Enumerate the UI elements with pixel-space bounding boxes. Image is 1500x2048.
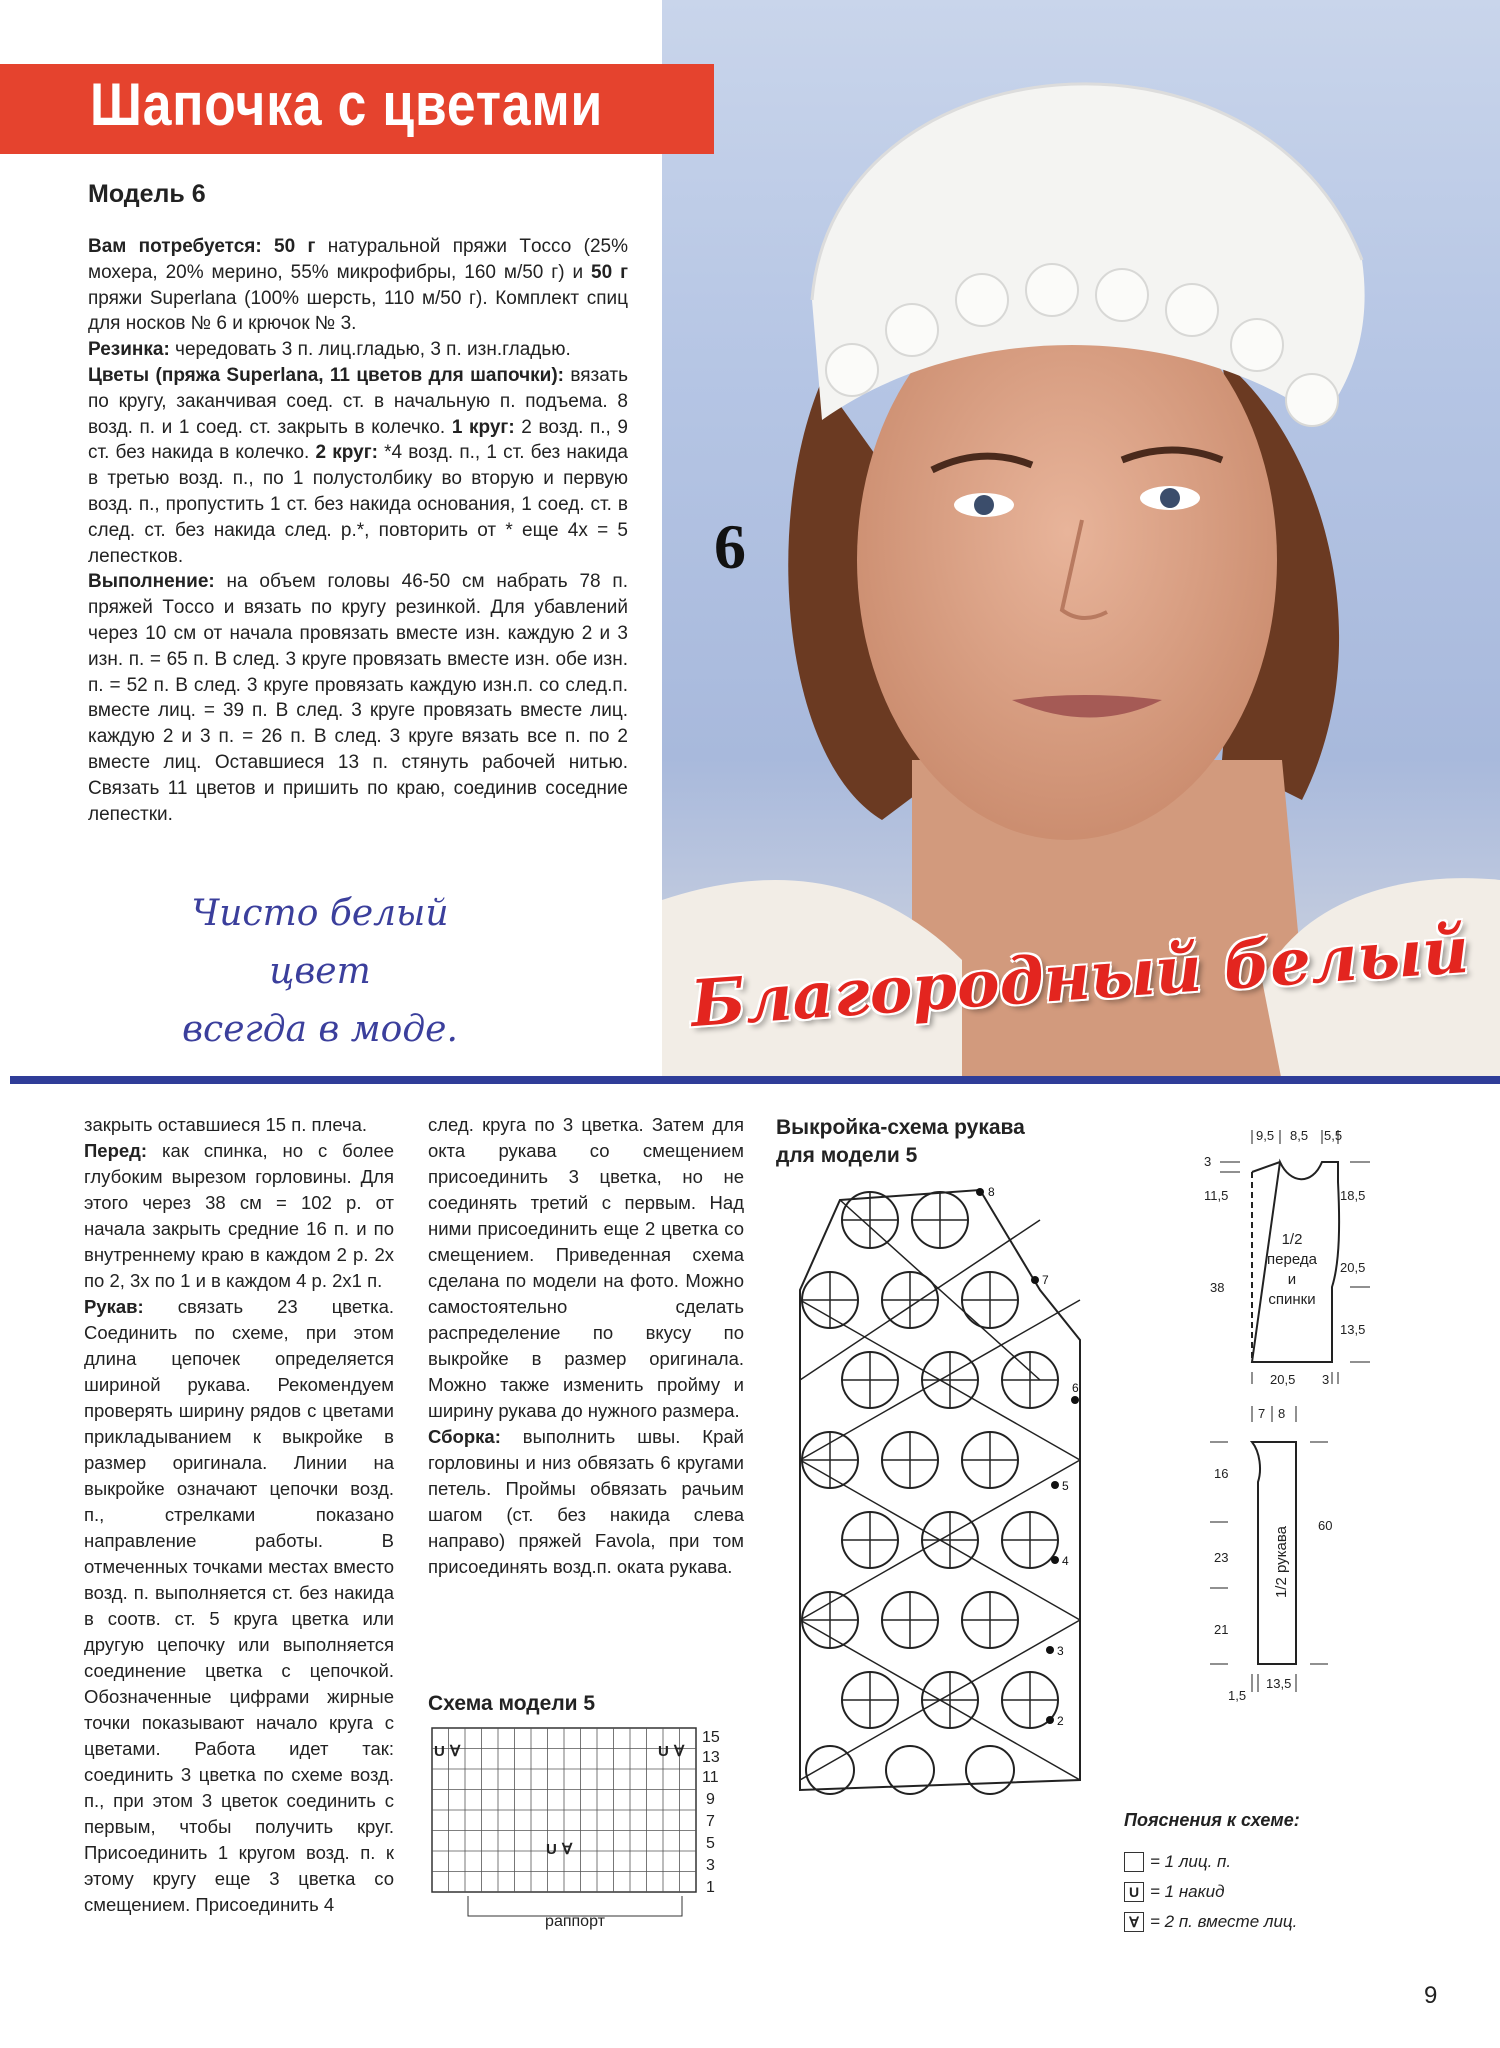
model-title: Модель 6 [88, 180, 206, 208]
chart-sym-u-2: U [658, 1743, 669, 1760]
row-5: 5 [706, 1835, 715, 1852]
flowers-label: Цветы (пряжа Superlana, 11 цветов для шапочки): [88, 364, 564, 386]
sleeve-bottom-dim-2: 13,5 [1266, 1676, 1292, 1691]
text-column-a [84, 1112, 394, 1918]
slogan-line-2: всегда в моде. [182, 1009, 458, 1050]
execution-text: на объем головы 46-50 см набрать 78 п. пряжей Tоссо и вязать по кругу резинкой. Для убавлений через 10 см от начала провязать вместе изн. каждую 2 и 3 изн. п. = 65 п. В след. 3 круге провязать вместе изн. обе изн. п. = 52 п. В след. 3 круге провязать каждую изн.п. со след.п. вместе лиц. = 39 п. В след. 3 круге провязать вместе лиц. каждую 2 и 3 п. = 26 п. В след. 3 круге вязать все п. по 2 вместе лиц. Оставшиеся 13 п. стянуть рабочей нитью. Связать 11 цветов и пришить по краю, соединив соседние лепестки. [88, 571, 628, 825]
chart-sym-v-3: ∀ [562, 1841, 573, 1858]
front-text: как спинка, но с более глубоким вырезом горловины. Для этого через 38 см = 102 р. от начала закрыть средние 16 п. и по внутреннему краю в каждом 2 р. 2х по 2, 3х по 1 и в каждом 4 р. 2х1 п. [84, 1140, 394, 1291]
materials-text: натуральной пряжи Tоссо (25% мохера, 20% мерино, 55% микрофибры, 160 м/50 г) и [88, 236, 628, 283]
body-label-3: и [1287, 1271, 1297, 1288]
section-divider [10, 1076, 1500, 1084]
row-11: 11 [702, 1769, 719, 1786]
marker-8: 8 [988, 1185, 995, 1199]
body-pattern-diagram [1190, 1122, 1390, 1392]
marker-2: 2 [1057, 1714, 1064, 1728]
slogan-line-1: Чисто белый цвет [191, 893, 449, 992]
colA-text-0: закрыть оставшиеся 15 п. плеча. [84, 1114, 368, 1135]
row-13: 13 [702, 1749, 720, 1766]
body-left-dim-2: 11,5 [1204, 1188, 1229, 1203]
execution-label: Выполнение: [88, 571, 215, 593]
body-left-dim-1: 3 [1204, 1154, 1212, 1169]
body-bottom-dim-2: 3 [1322, 1372, 1330, 1387]
body-right-dim-2: 20,5 [1340, 1260, 1366, 1275]
legend-text-yarnover: = 1 накид [1150, 1882, 1225, 1901]
sleeve-scheme-title-line-1: Выкройка-схема рукава [776, 1116, 1025, 1139]
front-label: Перед: [84, 1140, 148, 1161]
chart5-title: Схема модели 5 [428, 1692, 596, 1715]
colA-paragraph-0 [84, 1112, 394, 1138]
sleeve-crochet-diagram [780, 1180, 1100, 1820]
slogan [140, 885, 500, 1059]
body-label-1: 1/2 [1281, 1231, 1303, 1248]
legend-title: Пояснения к схеме: [1124, 1810, 1300, 1830]
sleeve-right-dim-1: 60 [1318, 1518, 1333, 1533]
body-label-4: спинки [1268, 1291, 1316, 1308]
flowers-text: вязать по кругу, заканчивая соед. ст. в начальную п. подъема. 8 возд. п. и 1 соед. ст. закрыть в колечко. [88, 364, 628, 438]
round-1-text: 2 возд. п., 9 ст. без накида в колечко. [88, 416, 628, 464]
marker-7: 7 [1042, 1273, 1049, 1287]
colB-paragraph-1 [428, 1424, 744, 1580]
ribbing-text: чередовать 3 п. лиц.гладью, 3 п. изн.гладью. [169, 339, 571, 361]
materials-label: Вам потребуется: 50 г [88, 236, 316, 257]
k2tog-icon: ∀ [1124, 1912, 1144, 1932]
knitting-chart-model-5 [430, 1726, 740, 1936]
title-banner [0, 64, 714, 154]
materials-text-2: пряжи Superlana (100% шерсть, 110 м/50 г). Комплект спиц для носков № 6 и крючок № 3. [88, 287, 628, 335]
row-9: 9 [706, 1791, 715, 1808]
row-7: 7 [706, 1813, 715, 1830]
body-top-dim-3: 5,5 [1324, 1128, 1343, 1143]
model-number: 6 [714, 511, 746, 582]
repeat-label: раппорт [545, 1913, 605, 1930]
assembly-label: Сборка: [428, 1426, 501, 1447]
row-3: 3 [706, 1857, 715, 1874]
marker-5: 5 [1062, 1479, 1069, 1493]
colA-paragraph-2 [84, 1294, 394, 1918]
legend-item-yarnover [1124, 1882, 1225, 1902]
chart-sym-v-1: ∀ [450, 1743, 461, 1760]
body-right-dim-1: 18,5 [1340, 1188, 1366, 1203]
body-left-dim-3: 38 [1210, 1280, 1225, 1295]
sleeve-left-dim-3: 21 [1214, 1622, 1229, 1637]
round-2-text: *4 возд. п., 1 ст. без накида в третью возд. п., по 1 полустолбику во вторую и первую возд. п., пропустить 1 ст. без накида основания, 1 соед. ст. в след. ст. без накида след. р.*, повторить от * еще 4х = 5 лепестков. [88, 442, 629, 567]
knit-stitch-icon [1124, 1852, 1144, 1872]
body-right-dim-3: 13,5 [1340, 1322, 1366, 1337]
sleeve-scheme-title [776, 1114, 1106, 1170]
legend-item-k2tog [1124, 1912, 1297, 1932]
sleeve-label: 1/2 рукава [1273, 1525, 1290, 1599]
execution-paragraph [88, 569, 628, 827]
sleeve-text: связать 23 цветка. Соединить по схеме, при этом длина цепочек определяется шириной рукава. Рекомендуем проверять ширину рядов с цветами прикладыванием к выкройке в размер оригинала. Линии на выкройке означают цепочки возд. п., стрелками показано направление работы. В отмеченных точками местах вместо возд. п. выполняется ст. без накида в соотв. ст. 5 круга цветка или другую цепочку или выполняется соединение цветка с цепочкой. Обозначенные цифрами жирные точки показывают начало круга с цветами. Работа идет так: соединить 3 цветка по схеме возд. п., при этом 3 цветок соединить с первым, чтобы получить круг. Присоединить 1 кругом возд. п. к этому кругу еще 3 цветка со смещением. Присоединить 4 [84, 1296, 394, 1915]
body-label-2: переда [1267, 1251, 1317, 1268]
text-column-b [428, 1112, 744, 1580]
sleeve-left-dim-1: 16 [1214, 1466, 1229, 1481]
chart-sym-v-2: ∀ [674, 1743, 685, 1760]
round-1-label: 1 круг: [451, 416, 515, 438]
page-title: Шапочка с цветами [90, 71, 604, 138]
body-bottom-dim-1: 20,5 [1270, 1372, 1296, 1387]
legend-item-knit [1124, 1852, 1231, 1872]
assembly-text: выполнить швы. Край горловины и низ обвязать 6 кругами петель. Проймы обвязать рачьим шагом (ст. без накида слева направо) пряжей Favola, при том присоединять возд.п. оката рукава. [428, 1426, 744, 1577]
row-15: 15 [702, 1729, 720, 1746]
marker-6: 6 [1072, 1381, 1079, 1395]
colB-paragraph-0 [428, 1112, 744, 1424]
sleeve-left-dim-2: 23 [1214, 1550, 1229, 1565]
sleeve-label: Рукав: [84, 1296, 144, 1317]
row-1: 1 [706, 1879, 715, 1896]
legend-text-knit: = 1 лиц. п. [1150, 1852, 1232, 1871]
photo-headline: Благородный белый [688, 912, 1472, 1043]
ribbing-paragraph [88, 337, 628, 363]
materials-paragraph [88, 234, 628, 337]
chart-sym-u-1: U [434, 1743, 445, 1760]
chart-sym-u-3: U [546, 1841, 557, 1858]
round-2-label: 2 круг: [315, 442, 378, 464]
body-top-dim-2: 8,5 [1290, 1128, 1309, 1143]
materials-label-2: 50 г [591, 261, 628, 283]
sleeve-bottom-dim-1: 1,5 [1228, 1688, 1247, 1703]
yarn-over-icon: U [1124, 1882, 1144, 1902]
marker-4: 4 [1062, 1554, 1069, 1568]
colA-paragraph-1 [84, 1138, 394, 1294]
sleeve-top-dim-1: 7 [1258, 1406, 1266, 1421]
marker-3: 3 [1057, 1644, 1064, 1658]
sleeve-pattern-diagram [1190, 1402, 1390, 1722]
legend-text-k2tog: = 2 п. вместе лиц. [1150, 1912, 1298, 1931]
sleeve-scheme-title-line-2: для модели 5 [776, 1144, 918, 1167]
flowers-paragraph [88, 363, 628, 569]
colB-text-0: след. круга по 3 цветка. Затем для окта рукава со смещением присоединить 3 цветка, но не соединять третий с первым. Над ними присоединить еще 2 цветка со смещением. Приведенная схема сделана по модели на фото. Можно самостоятельно сделать распределение по вкусу по выкройке в размер оригинала. Можно также изменить пройму и ширину рукава до нужного размера. [428, 1114, 744, 1421]
sleeve-top-dim-2: 8 [1278, 1406, 1286, 1421]
body-top-dim-1: 9,5 [1256, 1128, 1275, 1143]
instructions-column [88, 234, 628, 827]
ribbing-label: Резинка: [88, 339, 170, 361]
page-number: 9 [1424, 1982, 1438, 2009]
